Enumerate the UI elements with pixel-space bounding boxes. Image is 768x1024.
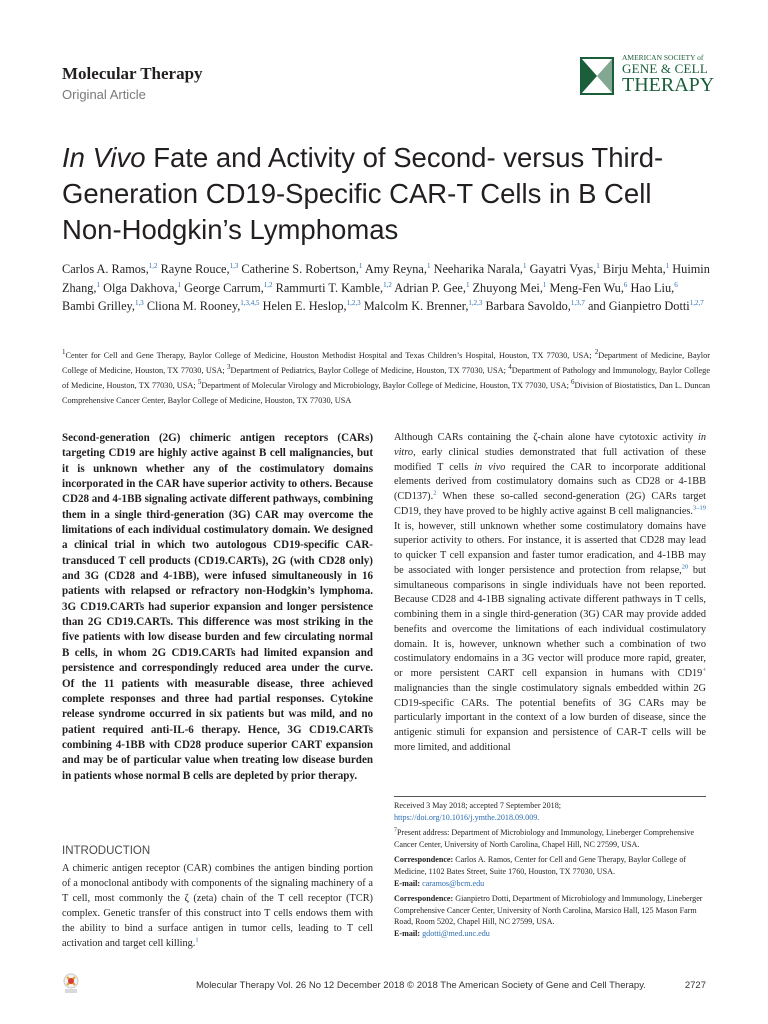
email-label: E-mail: <box>394 928 421 938</box>
body-italic: in vivo <box>474 461 506 473</box>
society-logo <box>578 52 715 100</box>
author-name: Carlos A. Ramos, <box>62 262 149 276</box>
author-affiliation-link[interactable]: 1,3 <box>229 261 239 270</box>
article-type: Original Article <box>62 87 146 102</box>
author-name: Malcolm K. Brenner, <box>363 299 469 313</box>
body-text: required the CAR to incorporate additional elements derived from costimulatory domains such as CD28 or 4-1BB (CD137). <box>394 461 706 502</box>
author-name: Helen E. Heslop, <box>262 299 347 313</box>
affiliation-text: Department of Molecular Virology and Microbiology, Baylor College of Medicine, Houston, TX 77030, USA; <box>201 381 572 390</box>
body-text: malignancies than the single costimulatory signals embedded within 2G CD19-specific CARs. The potential benefits of 3G CARs may be particularly important in the context of a low burden of disease, since the antigenic stimuli for expansion and persistence of CAR-T cells will be more limited, and additional <box>394 682 706 753</box>
footnotes <box>394 800 706 944</box>
author-affiliation-link[interactable]: 1,2,3 <box>346 298 361 307</box>
author-affiliation-link[interactable]: 6 <box>623 280 628 289</box>
reference-link[interactable]: 1 <box>195 937 199 945</box>
author-affiliation-link[interactable]: 1 <box>177 280 182 289</box>
present-address <box>394 827 706 850</box>
correspondence-2 <box>394 893 706 939</box>
author-name: Cliona M. Rooney, <box>146 299 241 313</box>
author-name: George Carrum, <box>184 280 264 295</box>
body-text: Although CARs containing the ζ-chain alone have cytotoxic activity <box>394 432 698 443</box>
reference-link[interactable]: 3–19 <box>693 504 706 512</box>
affiliation-text: Center for Cell and Gene Therapy, Baylor College of Medicine, Houston Methodist Hospital and Texas Children’s Hospital, Houston, TX 77030, USA; <box>65 351 595 360</box>
author-name: Rammurti T. Kamble, <box>275 280 384 295</box>
page-number: 2727 <box>684 980 706 991</box>
received-dates <box>394 800 706 823</box>
author-name: Bambi Grilley, <box>62 299 135 313</box>
introduction-body: A chimeric antigen receptor (CAR) combines the antigen binding portion of a monoclonal antibody with components of the signaling machinery of a T cell, most commonly the ζ (zeta) chain of the T cell receptor (TCR) complex. Genetic transfer of this construct into T cells endows them with the ability to bind a surface antigen in tumor cells, leading to T cell activation and target cell killing. <box>62 863 373 950</box>
footnote-number: 7 <box>394 827 397 834</box>
author-name: Rayne Rouce, <box>160 262 230 276</box>
body-text: It is, however, still unknown whether some costimulatory domains have superior activity to others. For instance, it is asserted that CD28 may lead to quicker T cell expansion and faster tumor eradication, and 4-1BB may be associated with longer persistence and protection from relapse, <box>394 520 706 576</box>
author-name: Huimin Zhang, <box>62 262 710 295</box>
affiliation-number: 1 <box>62 348 66 357</box>
introduction-text <box>62 861 373 952</box>
affiliation-text: Department of Medicine, Baylor College of Medicine, Houston, TX 77030, USA; <box>62 351 710 375</box>
author-affiliation-link[interactable]: 1,2,3 <box>468 298 483 307</box>
body-text: , early clinical studies demonstrated that full activation of these modified T cells <box>394 446 706 473</box>
author-name: Catherine S. Robertson, <box>241 262 359 276</box>
author-affiliation-link[interactable]: 1,3 <box>134 298 144 307</box>
affiliation-number: 6 <box>571 378 575 387</box>
superscript: + <box>702 666 706 674</box>
author-affiliation-link[interactable]: 1 <box>465 280 470 289</box>
author-affiliation-link[interactable]: 1 <box>523 261 527 270</box>
author-affiliation-link[interactable]: 6 <box>674 280 678 289</box>
author-affiliation-link[interactable]: 1 <box>96 280 100 289</box>
author-name: Amy Reyna, <box>364 262 427 276</box>
author-list <box>62 260 712 316</box>
affiliation-number: 4 <box>508 363 512 372</box>
society-logo-icon <box>578 55 616 97</box>
correspondence-text: Gianpietro Dotti, Department of Microbiology and Immunology, Lineberger Comprehensive Cancer Center, University of North Carolina, Marsico Hall, 125 Mason Farm Road, Room 5202, Chapel Hill, NC 27599, USA. <box>394 894 703 927</box>
article-title <box>62 140 702 248</box>
body-italic: in vitro <box>394 432 706 458</box>
present-address-text: Present address: Department of Microbiology and Immunology, Lineberger Comprehensive Cancer Center, University of North Carolina, Chapel Hill, NC 27599, USA. <box>394 828 695 849</box>
author-affiliation-link[interactable]: 1 <box>358 261 363 270</box>
email-link[interactable]: gdotti@med.unc.edu <box>422 928 490 938</box>
title-italic: In Vivo <box>62 142 146 173</box>
logo-line-2: GENE & CELL <box>622 61 708 76</box>
reference-link[interactable]: 20 <box>681 563 689 571</box>
received-text: Received 3 May 2018; accepted 7 September 2018; <box>394 801 561 810</box>
author-name: Birju Mehta, <box>602 262 666 276</box>
journal-name: Molecular Therapy <box>62 64 203 83</box>
body-text: When these so-called second-generation (2G) CARs target CD19, they have proved to be highly active against B cell malignancies. <box>394 491 706 517</box>
author-affiliation-link[interactable]: 1,3,4,5 <box>240 298 260 307</box>
correspondence-label: Correspondence: <box>394 855 454 865</box>
author-name: Adrian P. Gee, <box>394 280 466 295</box>
correspondence-1 <box>394 854 706 889</box>
body-text: but simultaneous comparisons in single individuals have not been reported. Because CD28 and 4-1BB signaling activate different pathways in T cells, combining them in a single third-generation (3G) CAR may provide added benefits and overcome the limitations of each individual costimulatory domain. It is, however, unknown whether such a combination of two costimulatory endomains in a 3G vector will produce more rapid, greater, or more persistent CART cell expansion in humans with CD19 <box>394 564 706 679</box>
author-affiliation-link[interactable]: 1,2 <box>263 280 273 289</box>
author-name: Olga Dakhova, <box>103 280 178 295</box>
email-link[interactable]: caramos@bcm.edu <box>422 878 485 888</box>
author-affiliation-link[interactable]: 1,3,7 <box>570 298 585 307</box>
author-affiliation-link[interactable]: 1,2 <box>148 261 158 270</box>
affiliation-text: Department of Pathology and Immunology, Baylor College of Medicine, Houston, TX 77030, USA; <box>62 366 711 390</box>
email-label: E-mail: <box>394 878 421 888</box>
correspondence-label: Correspondence: <box>394 894 454 904</box>
author-name: Meng-Fen Wu, <box>549 280 624 295</box>
affiliation-number: 2 <box>594 348 599 357</box>
affiliation-text: Division of Biostatistics, Dan L. Duncan Comprehensive Cancer Center, Baylor College of Medicine, Houston, TX 77030, USA <box>62 381 710 405</box>
footer-citation: Molecular Therapy Vol. 26 No 12 December 2018 © 2018 The American Society of Gene and Cell Therapy. <box>196 980 646 991</box>
doi-link[interactable]: https://doi.org/10.1016/j.ymthe.2018.09.009. <box>394 812 540 822</box>
author-affiliation-link[interactable]: 1,2,7 <box>689 298 704 307</box>
correspondence-text: Carlos A. Ramos, Center for Cell and Gene Therapy, Baylor College of Medicine, 1102 Bates Street, Suite 1760, Houston, TX 77030, USA. <box>394 855 687 876</box>
author-name: Hao Liu, <box>630 280 675 295</box>
reference-link[interactable]: 2 <box>433 489 437 497</box>
affiliation-number: 5 <box>197 378 202 387</box>
body-text-right-column <box>394 431 706 756</box>
author-name: and Gianpietro Dotti <box>587 299 690 313</box>
title-rest: Fate and Activity of Second- versus Third-Generation CD19-Specific CAR-T Cells in B Cell Non-Hodgkin’s Lymphomas <box>62 142 664 245</box>
author-affiliation-link[interactable]: 1 <box>665 261 670 270</box>
author-affiliation-link[interactable]: 1 <box>596 261 600 270</box>
author-affiliation-link[interactable]: 1 <box>426 261 431 270</box>
author-name: Zhuyong Mei, <box>472 280 543 295</box>
affiliation-text: Department of Pediatrics, Baylor College of Medicine, Houston, TX 77030, USA; <box>230 366 509 375</box>
author-name: Gayatri Vyas, <box>529 262 597 276</box>
footnote-divider <box>394 796 706 797</box>
author-name: Barbara Savoldo, <box>485 299 571 313</box>
affiliation-number: 3 <box>227 363 231 372</box>
section-heading-introduction: INTRODUCTION <box>62 845 151 857</box>
author-affiliation-link[interactable]: 1,2 <box>383 280 392 289</box>
affiliations <box>62 348 710 408</box>
author-affiliation-link[interactable]: 1 <box>542 280 547 289</box>
logo-line-3: THERAPY <box>622 74 715 96</box>
abstract: Second-generation (2G) chimeric antigen receptors (CARs) targeting CD19 are highly active against B cell malignancies, but it is unknown whether any of the costimulatory domains incorporated in the CAR have superior activity to others. Because CD28 and 4-1BB signaling activate different pathways, combining them in a single third-generation (3G) CAR may overcome the limitations of each individual costimulatory domain. We designed a clinical trial in which two autologous CD19-specific CAR-transduced T cell products (CD19.CARTs), 2G (with CD28 only) and 3G (CD28 and 4-1BB), were infused simultaneously in 16 patients with relapsed or refractory non-Hodgkin’s lymphoma. 3G CD19.CARTs had superior expansion and longer persistence than 2G CD19.CARTs. This difference was most striking in the five patients with low disease burden and few circulating normal B cells, in whom 2G CD19.CARTs had limited expansion and persistence and correspondingly reduced area under the curve. Of the 11 patients with measurable disease, three achieved complete responses and three had partial responses. Cytokine release syndrome occurred in six patients but was mild, and no patient required anti-IL-6 therapy. Hence, 3G CD19.CARTs combining 4-1BB with CD28 produce superior CART expansion and may be of particular value when treating low disease burden in patients whose normal B cells are depleted by prior therapy. <box>62 432 373 782</box>
logo-line-1: AMERICAN SOCIETY of <box>622 53 704 62</box>
crossmark-icon[interactable] <box>62 973 80 995</box>
page-footer <box>196 980 706 991</box>
author-name: Neeharika Narala, <box>433 262 523 276</box>
